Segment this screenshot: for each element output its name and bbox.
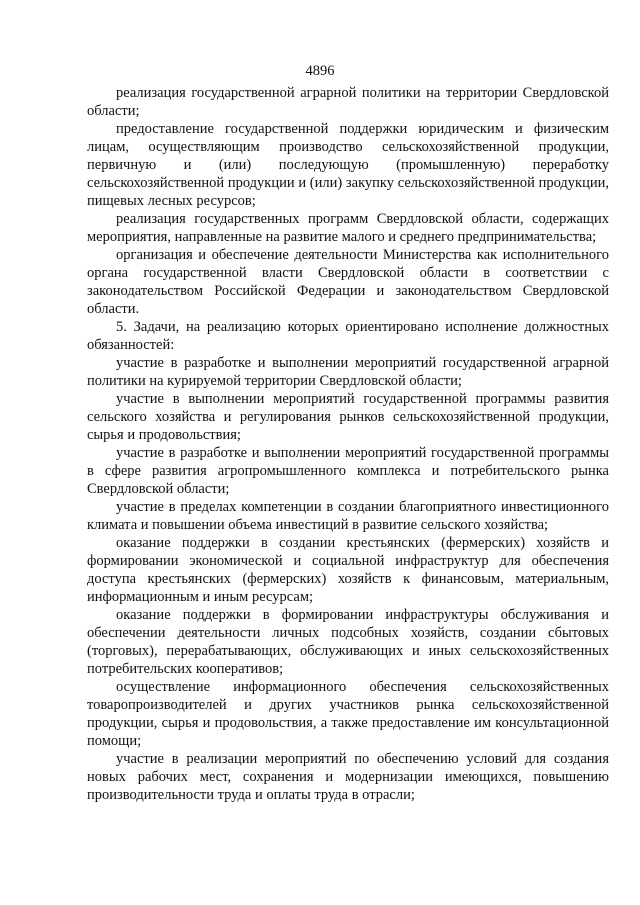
document-body — [87, 84, 609, 804]
paragraph-3: реализация государственных программ Свердловской области, содержащих мероприятия, направленные на развитие малого и среднего предпринимательства; — [87, 211, 609, 245]
paragraph-13: участие в реализации мероприятий по обеспечению условий для создания новых рабочих мест, сохранения и модернизации имеющихся, повышению производительности труда и оплаты труда в отрасли; — [87, 751, 609, 803]
paragraph-1: реализация государственной аграрной политики на территории Свердловской области; — [87, 85, 609, 119]
paragraph-5: 5. Задачи, на реализацию которых ориентировано исполнение должностных обязанностей: — [87, 319, 609, 353]
paragraph-2: предоставление государственной поддержки юридическим и физическим лицам, осуществляющим производство сельскохозяйственной продукции, первичную и (или) последующую (промышленную) переработку сельскохозяйственной продукции и (или) закупку сельскохозяйственной продукции, пищевых лесных ресурсов; — [87, 121, 609, 209]
paragraph-11: оказание поддержки в формировании инфраструктуры обслуживания и обеспечении деятельности личных подсобных хозяйств, создании сбытовых (торговых), перерабатывающих, обслуживающих и иных сельскохозяйственных потребительских кооперативов; — [87, 607, 609, 677]
paragraph-12: осуществление информационного обеспечения сельскохозяйственных товаропроизводителей и других участников рынка сельскохозяйственной продукции, сырья и продовольствия, а также предоставление им консультационной помощи; — [87, 679, 609, 749]
paragraph-6: участие в разработке и выполнении мероприятий государственной аграрной политики на курируемой территории Свердловской области; — [87, 355, 609, 389]
paragraph-9: участие в пределах компетенции в создании благоприятного инвестиционного климата и повышении объема инвестиций в развитие сельского хозяйства; — [87, 499, 609, 533]
page-number: 4896 — [305, 63, 335, 79]
paragraph-4: организация и обеспечение деятельности Министерства как исполнительного органа государственной власти Свердловской области в соответствии с законодательством Российской Федерации и законодательством Свердловской области. — [87, 247, 609, 317]
paragraph-7: участие в выполнении мероприятий государственной программы развития сельского хозяйства и регулирования рынков сельскохозяйственной продукции, сырья и продовольствия; — [87, 391, 609, 443]
paragraph-10: оказание поддержки в создании крестьянских (фермерских) хозяйств и формировании экономической и социальной инфраструктур для обеспечения доступа крестьянских (фермерских) хозяйств к финансовым, материальным, информационным и иным ресурсам; — [87, 535, 609, 605]
paragraph-8: участие в разработке и выполнении мероприятий государственной программы в сфере развития агропромышленного комплекса и потребительского рынка Свердловской области; — [87, 445, 609, 497]
